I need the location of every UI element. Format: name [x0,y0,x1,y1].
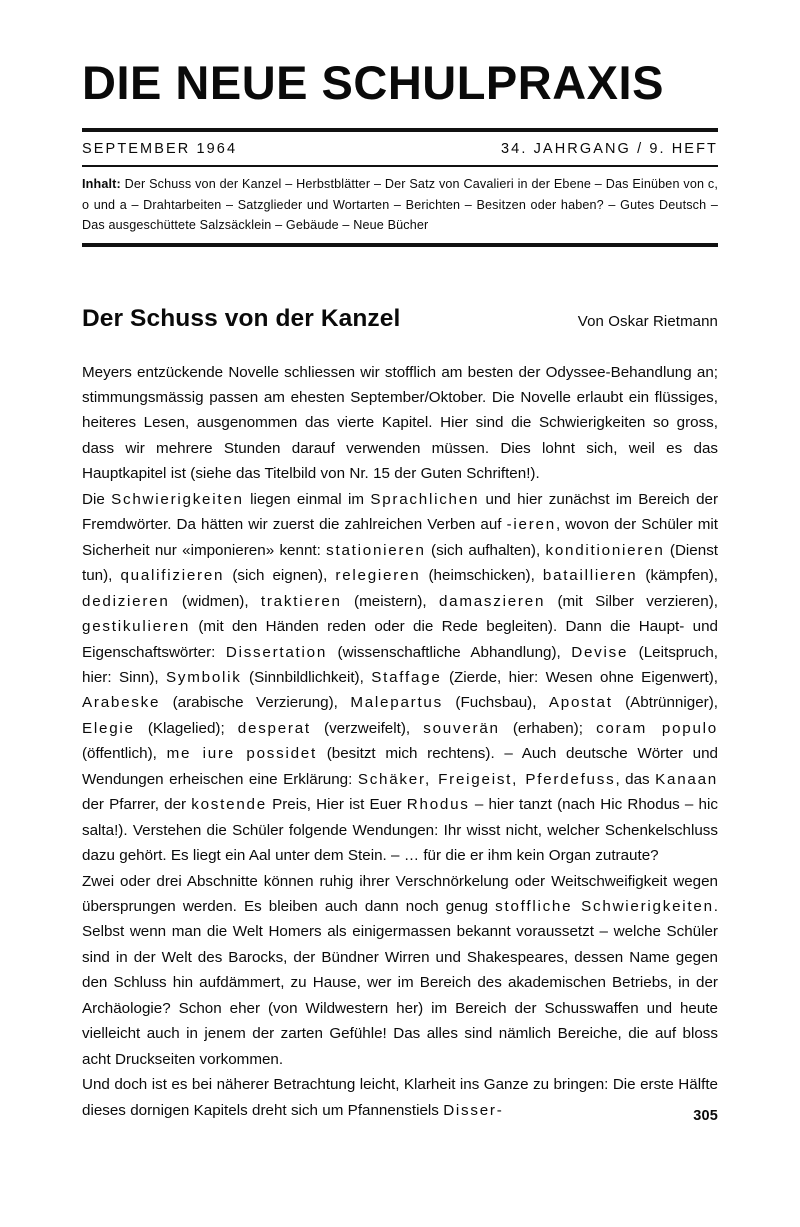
emphasis-spaced: stationieren [326,541,426,559]
text-run: (verzweifelt), [310,719,424,737]
issue-date: SEPTEMBER 1964 [82,141,238,158]
text-run: (kämpfen), [637,567,718,585]
text-run: (Klagelied); [134,719,238,737]
emphasis-spaced: Symbolik [166,668,242,686]
article-paragraph [82,360,718,487]
page-number: 305 [693,1108,718,1124]
text-run: Die [82,490,112,508]
emphasis-spaced: damaszieren [438,592,546,610]
emphasis-spaced: Rhodus [406,796,470,814]
text-run: Zwei oder drei Abschnitte können ruhig ihrer Verschnörkelung oder Weitschweifigkeit wegen übersprungen werden. Es bleiben auch dann noch genug [82,872,718,916]
text-run: (besitzt mich rechtens). – Auch deutsche Wörter und Wendungen erheischen eine Erklärung: [82,745,718,788]
emphasis-spaced: stoffliche Schwierigkeiten [495,898,714,916]
emphasis-spaced: souverän [423,719,500,737]
text-run: , wovon der Schüler mit Sicherheit nur «imponieren» kennt: [82,516,718,559]
text-run: (Fuchsbau), [442,694,549,712]
text-run: , das [615,770,656,788]
emphasis-spaced: dedizieren [82,592,170,610]
publication-title: DIE NEUE SCHULPRAXIS [82,56,664,109]
contents-rule-bottom [82,243,718,247]
text-run: (sich aufhalten), [425,541,546,559]
text-run: (Abtrünniger), [612,694,718,712]
emphasis-spaced: Apostat [548,694,613,712]
text-run: . Selbst wenn man die Welt Homers als einigermassen bekannt voraussetzt – welche Schüler sind in der Welt des Barocks, der Bündner Wirren und Shakespeares, dessen Name gegen den Schluss hin aufdämmert, zu Hause, wer im Bereich des akademischen Betriebs, in der Archäologie? Schon eher (von Wildwestern her) im Bereich der Schusswaffen und heute vielleicht auch in jenem der zarten Gefühle! Das alles sind nämlich Bereiche, die auf bloss acht Druckseiten vorkommen. [82,898,718,1068]
emphasis-spaced: konditionieren [545,541,665,559]
text-run: (erhaben); [499,719,597,737]
emphasis-spaced: Kanaan [655,770,718,788]
text-run: (arabische Verzierung), [160,694,351,712]
emphasis-spaced: Disser- [443,1101,504,1119]
issue-line [82,132,718,165]
text-run: (mit den Händen reden oder die Rede begleiten). Dann die Haupt- und Eigenschaftswörter: [82,618,718,661]
emphasis-spaced: coram populo [596,719,718,737]
text-run: (öffentlich), [82,745,167,763]
emphasis-spaced: Sprachlichen [370,490,480,508]
text-run: (wissenschaftliche Abhandlung), [327,643,572,661]
article-paragraph [82,487,718,869]
text-run: Preis, Hier ist Euer [266,796,407,814]
issue-number: 34. JAHRGANG / 9. HEFT [500,141,718,158]
text-run: (Sinnbildlichkeit), [241,668,372,686]
article-byline: Von Oskar Rietmann [577,312,718,330]
emphasis-spaced: qualifizieren [120,567,225,585]
emphasis-spaced: Malepartus [350,694,443,712]
text-run: Meyers entzückende Novelle schliessen wir stofflich am besten der Odyssee-Behandlung an; stimmungsmässig passen am ehesten September/Oktober. Die Novelle erlaubt ein flüssiges, heiteres Lesen, ausgenommen das vierte Kapitel. Hier sind die Schwierigkeiten so gross, dass wir mehrere Stunden darauf verwenden müssen. Dies lohnt sich, weil es das Hauptkapitel ist (siehe das Titelbild von Nr. 15 der Guten Schriften!). [82,363,718,483]
emphasis-spaced: gestikulieren [82,618,191,636]
article-paragraph [82,1072,718,1123]
emphasis-spaced: Dissertation [225,643,328,661]
emphasis-spaced: Arabeske [82,694,161,712]
emphasis-spaced: Staffage [371,668,442,686]
emphasis-spaced: traktieren [260,592,342,610]
contents-label: Inhalt: [82,177,121,192]
emphasis-spaced: Devise [571,643,629,661]
emphasis-spaced: bataillieren [542,567,638,585]
text-run: (heimschicken), [420,567,543,585]
contents-text: Der Schuss von der Kanzel – Herbstblätter – Der Satz von Cavalieri in der Ebene – Das Einüben von c, o und a – Drahtarbeiten – Satzglieder und Wortarten – Berichten – Besitzen oder haben? – Gutes Deutsch – Das ausgeschüttete Salzsäcklein – Gebäude – Neue Bücher [82,177,718,233]
text-run: (Leitspruch, hier: Sinn), [82,643,718,686]
text-run: – hier tanzt (nach Hic Rhodus – hic salta!). Verstehen die Schüler folgende Wendungen: Ihr wisst nicht, welcher Schenkelschluss dazu gehört. Es liegt ein Aal unter dem Stein. – … für die er ihm kein Organ zutraute? [82,796,718,865]
text-run: (mit Silber verzieren), [545,592,718,610]
emphasis-spaced: desperat [237,719,311,737]
text-run: (sich eignen), [224,567,336,585]
emphasis-spaced: relegieren [335,567,421,585]
emphasis-spaced: kostende [191,796,267,814]
text-run: (Zierde, hier: Wesen ohne Eigenwert), [441,668,718,686]
text-run: und hier zunächst im Bereich der Fremdwörter. Da hätten wir zuerst die zahlreichen Verben auf [82,490,719,534]
emphasis-spaced: Schäker, Freigeist, Pferdefuss [357,770,616,788]
text-run: (widmen), [169,592,261,610]
text-run: Und doch ist es bei näherer Betrachtung leicht, Klarheit ins Ganze zu bringen: Die erste Hälfte dieses dornigen Kapitels dreht sich um Pfannenstiels [82,1076,718,1119]
masthead [82,0,718,107]
article-body [82,360,718,1124]
text-run: der Pfarrer, der [82,796,192,814]
text-run: (meistern), [341,592,439,610]
emphasis-spaced: -ieren [506,516,556,534]
text-run: liegen einmal im [243,490,371,508]
article-header [82,305,718,333]
emphasis-spaced: Schwierigkeiten [111,490,244,508]
emphasis-spaced: me iure possidet [166,745,317,763]
article-paragraph [82,869,718,1073]
emphasis-spaced: Elegie [82,719,135,737]
article-title: Der Schuss von der Kanzel [82,304,401,332]
text-run: (Dienst tun), [82,541,719,585]
contents-summary [82,167,718,242]
